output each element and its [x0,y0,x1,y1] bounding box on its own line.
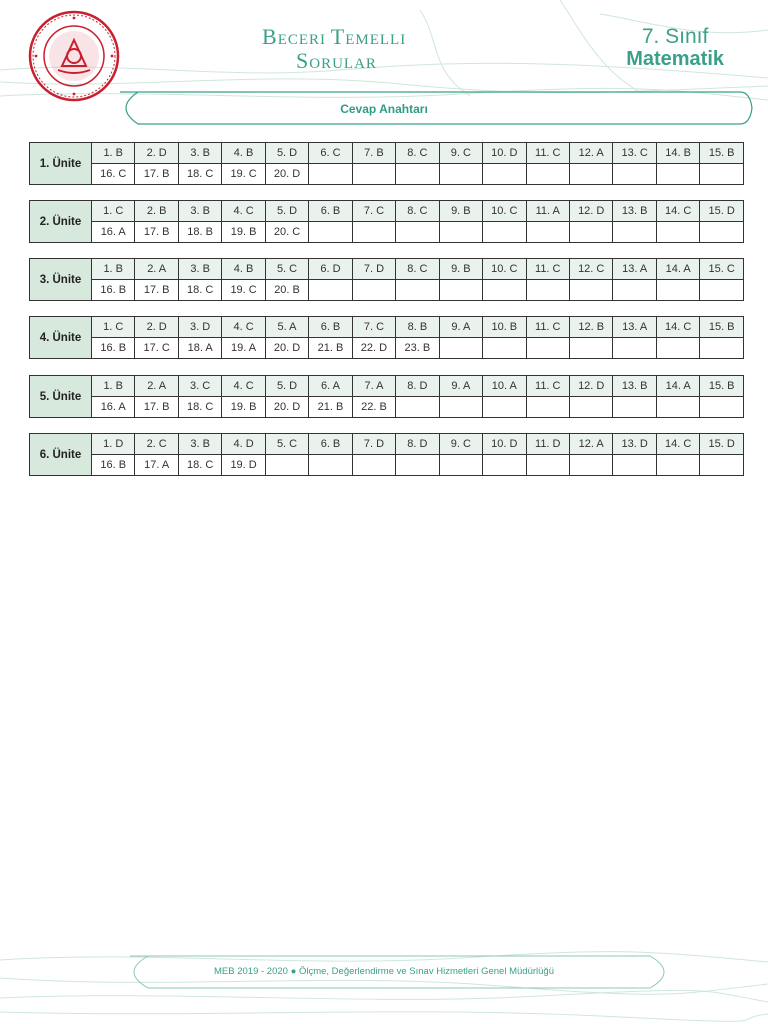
answer-cell: 6. B [309,434,352,455]
empty-cell [526,338,569,359]
answer-cell: 13. D [613,434,656,455]
brand-word-rest: ECERI [277,32,331,48]
answer-cell: 5. A [265,317,308,338]
empty-cell [309,280,352,301]
answer-cell: 18. C [178,455,221,476]
answer-cell: 4. B [222,259,265,280]
answer-cell: 18. C [178,397,221,418]
empty-cell [700,455,744,476]
empty-cell [439,338,482,359]
answer-cell: 12. A [569,143,612,164]
answer-cell: 11. C [526,259,569,280]
answer-cell: 13. A [613,317,656,338]
answer-row [30,222,744,243]
answer-cell: 2. C [135,434,178,455]
answer-cell: 6. D [309,259,352,280]
unit-label: 6. Ünite [30,434,92,476]
answer-cell: 16. A [92,397,135,418]
empty-cell [700,338,744,359]
answer-cell: 1. C [92,201,135,222]
answer-cell: 18. A [178,338,221,359]
answer-cell: 6. B [309,317,352,338]
empty-cell [265,455,308,476]
section-title: Cevap Anahtarı [340,102,428,116]
empty-cell [352,455,395,476]
answer-cell: 17. B [135,222,178,243]
answer-cell: 15. B [700,317,744,338]
answer-cell: 7. C [352,317,395,338]
answer-cell: 11. C [526,376,569,397]
answer-cell: 1. D [92,434,135,455]
answer-cell: 16. B [92,455,135,476]
answer-cell: 3. B [178,143,221,164]
empty-cell [613,164,656,185]
answer-row [30,397,744,418]
empty-cell [613,338,656,359]
answer-cell: 2. A [135,376,178,397]
answer-cell: 17. B [135,280,178,301]
answer-cell: 2. D [135,317,178,338]
answer-cell: 12. D [569,201,612,222]
answer-cell: 11. C [526,143,569,164]
answer-cell: 15. D [700,201,744,222]
brand-word-cap: B [262,24,278,49]
empty-cell [483,164,526,185]
unit-table [29,433,744,476]
answer-cell: 1. C [92,317,135,338]
empty-cell [439,280,482,301]
answer-cell: 7. A [352,376,395,397]
answer-cell: 18. C [178,280,221,301]
answer-cell: 15. B [700,143,744,164]
empty-cell [656,338,699,359]
empty-cell [569,222,612,243]
answer-row [30,259,744,280]
empty-cell [700,164,744,185]
answer-cell: 4. B [222,143,265,164]
empty-cell [483,397,526,418]
answer-row [30,455,744,476]
unit-table [29,258,744,301]
answer-cell: 16. C [92,164,135,185]
brand-word-cap: T [330,24,346,49]
grade-label: 7. Sınıf [641,25,709,48]
answer-cell: 9. B [439,259,482,280]
answer-cell: 18. B [178,222,221,243]
answer-cell: 9. C [439,143,482,164]
answer-cell: 15. C [700,259,744,280]
answer-cell: 12. D [569,376,612,397]
answer-cell: 5. C [265,434,308,455]
answer-cell: 7. D [352,434,395,455]
empty-cell [656,455,699,476]
empty-cell [613,455,656,476]
answer-cell: 10. D [483,143,526,164]
unit-label: 1. Ünite [30,143,92,185]
answer-cell: 3. B [178,201,221,222]
empty-cell [483,455,526,476]
answer-cell: 2. D [135,143,178,164]
answer-row [30,338,744,359]
answer-cell: 8. D [396,376,439,397]
answer-cell: 3. D [178,317,221,338]
answer-cell: 19. B [222,222,265,243]
answer-cell: 10. C [483,201,526,222]
answer-cell: 9. A [439,317,482,338]
empty-cell [483,222,526,243]
unit-label: 5. Ünite [30,376,92,418]
answer-cell: 14. B [656,143,699,164]
answer-cell: 10. A [483,376,526,397]
answer-cell: 20. D [265,397,308,418]
answer-cell: 19. C [222,164,265,185]
answer-row [30,164,744,185]
answer-cell: 12. A [569,434,612,455]
empty-cell [569,455,612,476]
answer-cell: 8. C [396,143,439,164]
empty-cell [613,222,656,243]
answer-row [30,280,744,301]
answer-cell: 11. A [526,201,569,222]
empty-cell [352,280,395,301]
empty-cell [656,222,699,243]
answer-cell: 14. C [656,434,699,455]
answer-cell: 7. D [352,259,395,280]
empty-cell [700,222,744,243]
empty-cell [396,455,439,476]
answer-cell: 8. B [396,317,439,338]
answer-cell: 20. B [265,280,308,301]
answer-row [30,434,744,455]
meb-seal-icon [28,10,120,102]
answer-cell: 16. B [92,280,135,301]
empty-cell [613,397,656,418]
unit-table [29,316,744,359]
empty-cell [613,280,656,301]
answer-cell: 14. C [656,201,699,222]
answer-cell: 2. A [135,259,178,280]
empty-cell [569,280,612,301]
unit-table [29,375,744,418]
answer-cell: 8. D [396,434,439,455]
answer-cell: 20. C [265,222,308,243]
answer-cell: 9. C [439,434,482,455]
brand-title [262,26,406,72]
empty-cell [569,338,612,359]
answer-cell: 6. C [309,143,352,164]
empty-cell [526,455,569,476]
answer-cell: 15. D [700,434,744,455]
answer-cell: 4. C [222,376,265,397]
answer-cell: 22. B [352,397,395,418]
answer-cell: 10. B [483,317,526,338]
answer-cell: 14. C [656,317,699,338]
answer-cell: 1. B [92,259,135,280]
answer-cell: 9. A [439,376,482,397]
answer-cell: 12. C [569,259,612,280]
empty-cell [309,455,352,476]
answer-cell: 13. B [613,201,656,222]
empty-cell [483,280,526,301]
answer-cell: 18. C [178,164,221,185]
answer-cell: 13. B [613,376,656,397]
empty-cell [526,164,569,185]
empty-cell [439,222,482,243]
answer-cell: 8. C [396,259,439,280]
answer-cell: 6. B [309,201,352,222]
empty-cell [526,397,569,418]
answer-cell: 9. B [439,201,482,222]
empty-cell [439,164,482,185]
answer-cell: 15. B [700,376,744,397]
empty-cell [352,222,395,243]
answer-cell: 5. D [265,376,308,397]
answer-cell: 17. B [135,164,178,185]
answer-cell: 6. A [309,376,352,397]
answer-cell: 19. D [222,455,265,476]
empty-cell [439,397,482,418]
answer-cell: 13. C [613,143,656,164]
empty-cell [396,222,439,243]
answer-cell: 20. D [265,338,308,359]
answer-cell: 4. C [222,317,265,338]
answer-cell: 10. C [483,259,526,280]
answer-cell: 3. C [178,376,221,397]
answer-row [30,201,744,222]
empty-cell [396,280,439,301]
empty-cell [569,164,612,185]
unit-table [29,200,744,243]
empty-cell [309,164,352,185]
answer-cell: 5. D [265,143,308,164]
unit-table [29,142,744,185]
answer-cell: 19. B [222,397,265,418]
empty-cell [569,397,612,418]
answer-cell: 17. C [135,338,178,359]
answer-cell: 3. B [178,434,221,455]
brand-word-cap: S [296,48,310,73]
answer-cell: 2. B [135,201,178,222]
answer-row [30,143,744,164]
empty-cell [700,280,744,301]
subject-label: Matematik [626,47,724,70]
answer-cell: 3. B [178,259,221,280]
answer-cell: 19. C [222,280,265,301]
answer-cell: 11. D [526,434,569,455]
answer-cell: 12. B [569,317,612,338]
answer-cell: 23. B [396,338,439,359]
empty-cell [656,280,699,301]
answer-cell: 10. D [483,434,526,455]
empty-cell [396,397,439,418]
answer-cell: 5. D [265,201,308,222]
empty-cell [526,222,569,243]
answer-cell: 17. B [135,397,178,418]
answer-row [30,317,744,338]
answer-cell: 21. B [309,338,352,359]
empty-cell [526,280,569,301]
answer-cell: 1. B [92,376,135,397]
answer-cell: 13. A [613,259,656,280]
empty-cell [309,222,352,243]
answer-cell: 14. A [656,376,699,397]
unit-label: 2. Ünite [30,201,92,243]
answer-cell: 17. A [135,455,178,476]
answer-row [30,376,744,397]
answer-cell: 16. A [92,222,135,243]
answer-cell: 7. C [352,201,395,222]
brand-word-rest: ORULAR [309,56,377,72]
empty-cell [656,397,699,418]
answer-cell: 11. C [526,317,569,338]
grade-subject [626,26,724,70]
answer-cell: 20. D [265,164,308,185]
answer-cell: 19. A [222,338,265,359]
empty-cell [483,338,526,359]
empty-cell [656,164,699,185]
unit-label: 3. Ünite [30,259,92,301]
empty-cell [700,397,744,418]
answer-cell: 8. C [396,201,439,222]
empty-cell [396,164,439,185]
empty-cell [352,164,395,185]
answer-cell: 4. D [222,434,265,455]
answer-cell: 22. D [352,338,395,359]
answer-cell: 14. A [656,259,699,280]
unit-label: 4. Ünite [30,317,92,359]
empty-cell [439,455,482,476]
answer-cell: 21. B [309,397,352,418]
answer-cell: 5. C [265,259,308,280]
answer-cell: 1. B [92,143,135,164]
answer-cell: 16. B [92,338,135,359]
brand-word-rest: EMELLI [345,32,407,48]
answer-cell: 4. C [222,201,265,222]
footer-text: MEB 2019 - 2020 ● Ölçme, Değerlendirme ve Sınav Hizmetleri Genel Müdürlüğü [214,966,554,977]
answer-cell: 7. B [352,143,395,164]
